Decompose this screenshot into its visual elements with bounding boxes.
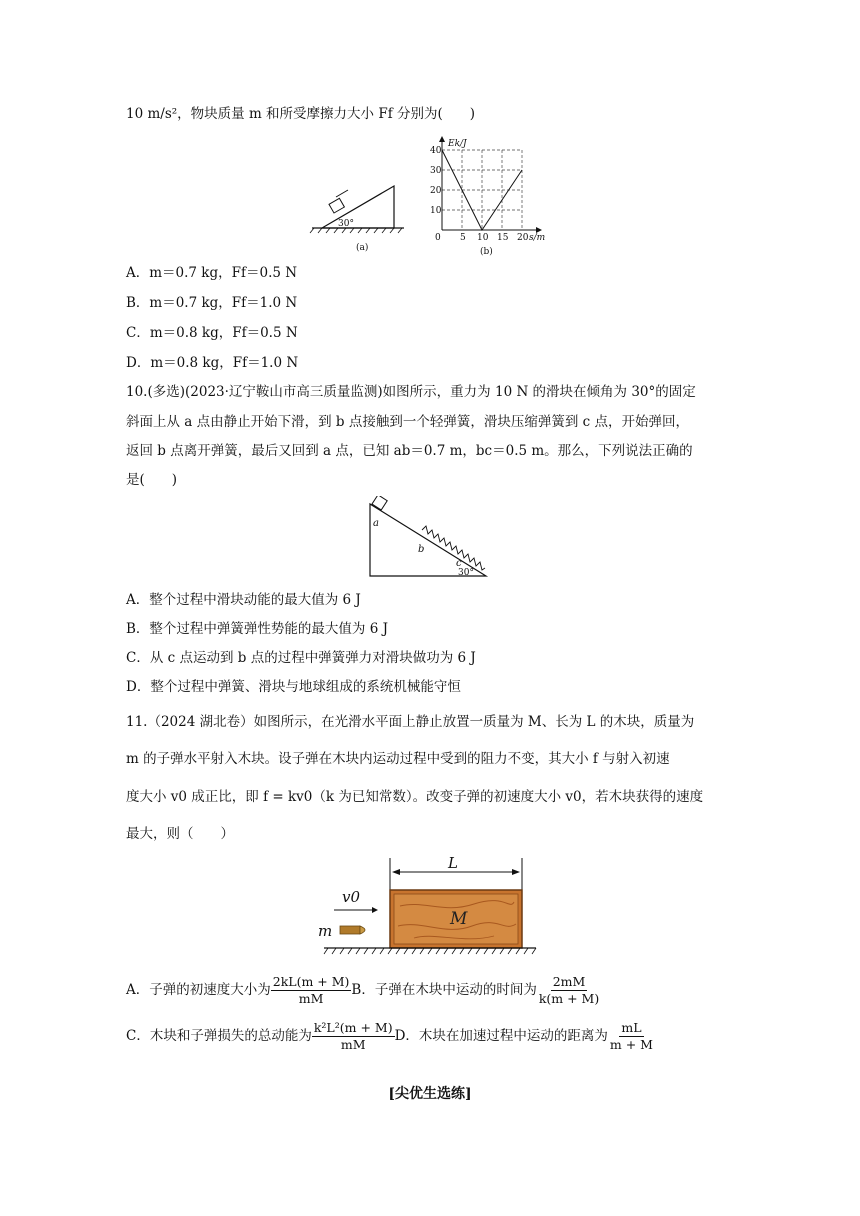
- q11-fig-L: L: [448, 854, 458, 872]
- q11-option-a-fraction: [271, 974, 352, 1007]
- q10-option-b: B．整个过程中弹簧弹性势能的最大值为 6 J: [126, 621, 389, 637]
- q9-fig-b-label: (b): [480, 247, 493, 257]
- q11-option-c-fraction: [312, 1020, 395, 1053]
- section-title: [尖优生选练]: [388, 1086, 472, 1102]
- q11-option-b-denominator: k(m + M): [538, 991, 600, 1006]
- q9-stem: 10 m/s²，物块质量 m 和所受摩擦力大小 Ff 分别为( ): [126, 106, 476, 122]
- q9-fig-a-label: (a): [356, 243, 369, 253]
- q10-fig-point-b: b: [418, 544, 425, 555]
- q11-option-a-denominator: mM: [298, 991, 324, 1006]
- q9-option-c: C．m＝0.8 kg，Ff＝0.5 N: [126, 325, 298, 341]
- q9-fig-b-ytick: 20: [430, 186, 442, 196]
- q10-fig-point-a: a: [373, 518, 379, 529]
- q9-fig-b-ytick: 30: [430, 166, 442, 176]
- q11-figure: [314, 852, 540, 964]
- q11-fig-M: M: [450, 909, 468, 929]
- q11-option-a-numerator: 2kL(m + M): [272, 974, 350, 989]
- q11-option-row-1: [126, 970, 601, 1010]
- q9-fig-b-ytick: 40: [430, 146, 442, 156]
- q10-option-c: C．从 c 点运动到 b 点的过程中弹簧弹力对滑块做功为 6 J: [126, 650, 476, 666]
- q11-option-c-numerator: k²L²(m + M): [313, 1020, 393, 1035]
- q9-figure-b: [424, 134, 564, 258]
- q9-fig-b-xtick: 10: [477, 233, 489, 243]
- q10-stem-line: 斜面上从 a 点由静止开始下滑，到 b 点接触到一个轻弹簧，滑块压缩弹簧到 c 点，开始弹回，: [126, 414, 689, 430]
- q9-fig-b-xlabel: s/m: [529, 233, 546, 243]
- q10-figure: [360, 496, 500, 582]
- q11-option-c-denominator: mM: [340, 1037, 366, 1052]
- q10-fig-angle: 30°: [458, 568, 474, 578]
- q11-option-b-text: B．子弹在木块中运动的时间为: [351, 982, 537, 998]
- q9-fig-b-ylabel: Ek/J: [448, 139, 467, 149]
- q10-option-a: A．整个过程中滑块动能的最大值为 6 J: [126, 592, 361, 608]
- q10-stem-line: 10.(多选)(2023·辽宁鞍山市高三质量监测)如图所示，重力为 10 N 的滑块在倾角为 30°的固定: [126, 384, 696, 400]
- q9-figure-a: [308, 178, 408, 258]
- q11-option-d-denominator: m + M: [609, 1037, 653, 1052]
- q9-option-b: B．m＝0.7 kg，Ff＝1.0 N: [126, 295, 298, 311]
- q11-option-a-text: A．子弹的初速度大小为: [126, 982, 271, 998]
- q11-option-d-numerator: mL: [621, 1020, 642, 1035]
- q11-option-d-text: D．木块在加速过程中运动的距离为: [394, 1028, 608, 1044]
- q9-option-d: D．m＝0.8 kg，Ff＝1.0 N: [126, 355, 299, 371]
- q11-option-c-text: C．木块和子弹损失的总动能为: [126, 1028, 312, 1044]
- q11-stem-line: 最大，则（ ）: [126, 826, 234, 842]
- q11-stem-line: 度大小 v0 成正比，即 f = kv0（k 为已知常数）。改变子弹的初速度大小 v0，若木块获得的速度: [126, 789, 704, 805]
- q11-option-b-fraction: [537, 974, 601, 1007]
- q11-stem-line: 11.（2024 湖北卷）如图所示，在光滑水平面上静止放置一质量为 M、长为 L 的木块，质量为: [126, 714, 695, 730]
- q10-stem-line: 返回 b 点离开弹簧，最后又回到 a 点，已知 ab＝0.7 m，bc＝0.5 m。那么，下列说法正确的: [126, 443, 693, 459]
- q11-option-d-fraction: [608, 1020, 655, 1053]
- q11-option-row-2: [126, 1016, 655, 1056]
- q10-stem-line: 是( ): [126, 472, 178, 488]
- q9-fig-b-xtick: 15: [497, 233, 509, 243]
- q9-option-a: A．m＝0.7 kg，Ff＝0.5 N: [126, 265, 298, 281]
- q9-fig-b-ytick: 0: [435, 233, 441, 243]
- q10-option-d: D．整个过程中弹簧、滑块与地球组成的系统机械能守恒: [126, 679, 461, 695]
- q9-fig-b-ytick: 10: [430, 206, 442, 216]
- q11-fig-v0: v0: [342, 888, 361, 906]
- q11-stem-line: m 的子弹水平射入木块。设子弹在木块内运动过程中受到的阻力不变，其大小 f 与射入初速: [126, 751, 670, 767]
- q11-fig-m: m: [318, 922, 333, 940]
- q9-fig-b-xtick: 20: [517, 233, 529, 243]
- q10-fig-point-c: c: [456, 558, 462, 569]
- q11-option-b-numerator: 2mM: [552, 974, 586, 989]
- q9-fig-a-angle: 30°: [338, 219, 354, 229]
- q9-fig-b-xtick: 5: [460, 233, 466, 243]
